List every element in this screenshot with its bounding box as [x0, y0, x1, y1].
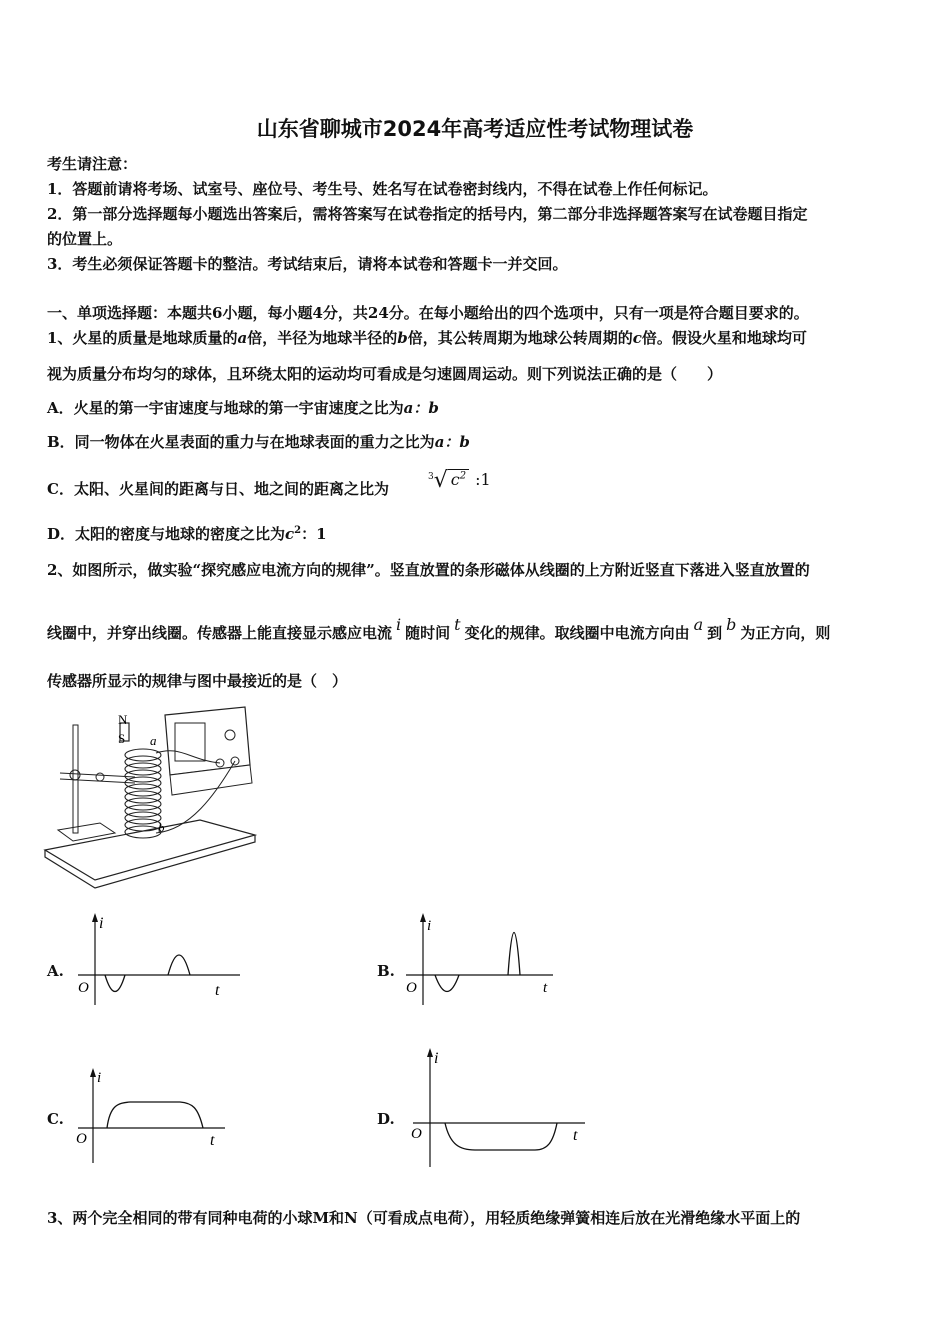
- question-1-stem-cont: 视为质量分布均匀的球体，且环绕太阳的运动均可看成是匀速圆周运动。则下列说法正确的是（ ）: [47, 365, 723, 383]
- ratio: :1: [475, 470, 491, 489]
- page-title: 山东省聊城市2024年高考适应性考试物理试卷: [256, 117, 694, 141]
- i-axis-arrow: [427, 1048, 433, 1057]
- option-d-label[interactable]: D.: [377, 1110, 395, 1128]
- text: 为正方向，则: [740, 624, 831, 642]
- t-axis-label: t: [215, 982, 220, 999]
- origin-label: O: [406, 980, 417, 996]
- text: 变化的规律。取线圈中电流方向由: [464, 624, 690, 642]
- i-axis-arrow: [420, 913, 426, 922]
- notice-item: 1．答题前请将考场、试室号、座位号、考生号、姓名写在试卷密封线内，不得在试卷上作任何标记。: [47, 180, 718, 198]
- current-curve-positive: [508, 933, 520, 976]
- option-b-label[interactable]: B.: [377, 962, 395, 980]
- current-curve-positive: [107, 1102, 203, 1128]
- magnet-s-label: S: [118, 731, 126, 746]
- current-curve-negative: [435, 975, 459, 992]
- question-2-stem: 2、如图所示，做实验“探究感应电流方向的规律”。竖直放置的条形磁体从线圈的上方附近竖直下落进入竖直放置的: [47, 561, 810, 579]
- t-axis-label: t: [573, 1127, 578, 1144]
- option-a-graph[interactable]: [70, 910, 245, 1010]
- notice-item: 的位置上。: [47, 230, 123, 248]
- cube-root-expression: $^3$√ $c^2$ :1: [428, 468, 491, 493]
- question-1-option-c: [47, 478, 389, 499]
- coil-terminal-a-label: a: [150, 733, 157, 748]
- variable-b: b: [726, 615, 737, 634]
- experiment-figure: [40, 705, 260, 890]
- i-axis-arrow: [90, 1068, 96, 1077]
- i-axis-arrow: [92, 913, 98, 922]
- question-2-stem-cont: [47, 615, 831, 643]
- text: 线圈中，并穿出线圈。传感器上能直接显示感应电流: [47, 624, 393, 642]
- t-axis-label: t: [210, 1132, 215, 1149]
- text: 倍。假设火星和地球均可: [641, 329, 807, 347]
- origin-label: O: [78, 980, 89, 996]
- option-b-graph[interactable]: [398, 910, 558, 1010]
- option-text: B．同一物体在火星表面的重力与在地球表面的重力之比为: [47, 433, 435, 451]
- current-curve-negative: [105, 975, 125, 992]
- option-d-graph[interactable]: [405, 1045, 590, 1170]
- coil: [125, 749, 161, 838]
- notice-item: 3．考生必须保证答题卡的整洁。考试结束后，请将本试卷和答题卡一并交回。: [47, 255, 568, 273]
- origin-label: O: [76, 1131, 87, 1147]
- text: 倍，其公转周期为地球公转周期的: [407, 329, 633, 347]
- notice-item: 2．第一部分选择题每小题选出答案后，需将答案写在试卷指定的括号内，第二部分非选择题答案写在试卷题目指定: [47, 205, 808, 223]
- root-index: 3: [428, 472, 434, 482]
- variable-i: i: [396, 615, 402, 634]
- ratio: ：1: [301, 525, 327, 543]
- i-axis-label: i: [434, 1050, 439, 1067]
- variable-c: c: [632, 329, 642, 347]
- text: 倍，半径为地球半径的: [247, 329, 398, 347]
- clamp-knob: [96, 773, 104, 781]
- i-axis-label: i: [427, 918, 432, 934]
- variable-a: a: [693, 615, 704, 634]
- option-text: C．太阳、火星间的距离与日、地之间的距离之比为: [47, 480, 389, 498]
- table-top: [45, 820, 255, 880]
- option-text: D．太阳的密度与地球的密度之比为: [47, 525, 286, 543]
- variable-t: t: [454, 615, 461, 634]
- magnet-n-label: N: [118, 712, 128, 727]
- notice-heading: 考生请注意：: [47, 155, 138, 173]
- i-axis-label: i: [99, 915, 104, 932]
- table-edge: [45, 835, 255, 888]
- question-1-option-d: [47, 523, 327, 544]
- option-ratio: a：b: [434, 433, 470, 451]
- variable-a: a: [237, 329, 248, 347]
- exponent: 2: [459, 470, 467, 482]
- option-ratio: a：b: [403, 399, 439, 417]
- option-c-label[interactable]: C.: [47, 1110, 64, 1128]
- t-axis-label: t: [543, 980, 548, 996]
- question-1-option-a: [47, 397, 439, 418]
- variable-b: b: [397, 329, 408, 347]
- question-1-option-b: [47, 431, 470, 452]
- origin-label: O: [411, 1126, 422, 1142]
- option-text: A．火星的第一宇宙速度与地球的第一宇宙速度之比为: [47, 399, 404, 417]
- text: 1、火星的质量是地球质量的: [47, 329, 238, 347]
- option-a-label[interactable]: A.: [47, 962, 64, 980]
- question-2-stem-end: 传感器所显示的规律与图中最接近的是（ ）: [47, 672, 348, 690]
- current-curve-positive: [168, 955, 190, 975]
- question-3-stem: 3、两个完全相同的带有同种电荷的小球M和N（可看成点电荷），用轻质绝缘弹簧相连后放在光滑绝缘水平面上的: [47, 1209, 801, 1227]
- current-curve-negative: [445, 1123, 557, 1150]
- coil-terminal-b-label: b: [158, 820, 165, 835]
- variable-c: c: [285, 525, 295, 543]
- exponent: 2: [294, 525, 302, 536]
- option-c-graph[interactable]: [70, 1065, 230, 1165]
- i-axis-label: i: [97, 1070, 102, 1086]
- text: 到: [707, 624, 723, 642]
- section-heading: 一、单项选择题：本题共6小题，每小题4分，共24分。在每小题给出的四个选项中，只有一项是符合题目要求的。: [47, 304, 809, 322]
- radicand: c: [450, 470, 460, 489]
- text: 随时间: [405, 624, 451, 642]
- question-1-stem: [47, 327, 807, 348]
